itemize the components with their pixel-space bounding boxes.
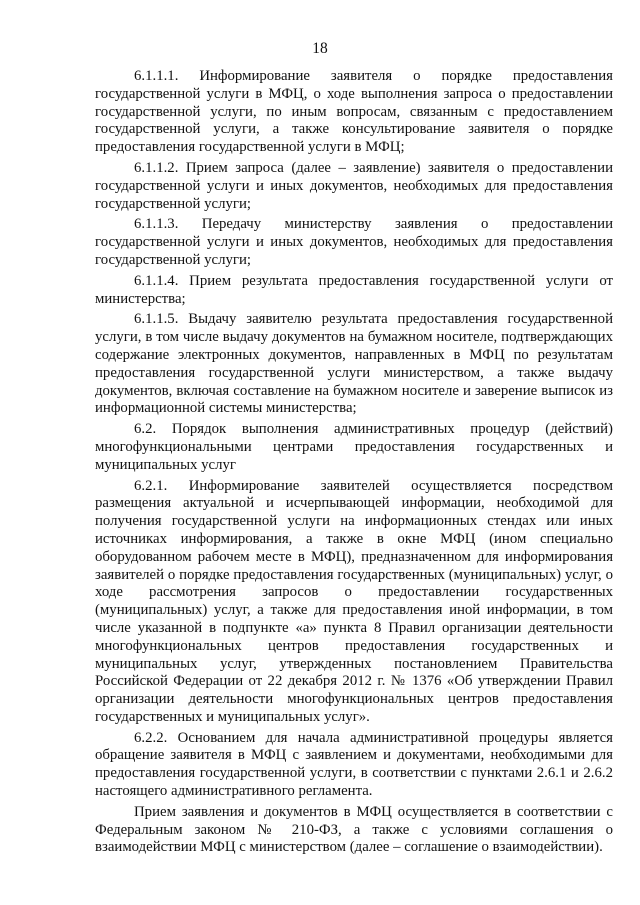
paragraph-6-1-1-2: 6.1.1.2. Прием запроса (далее – заявление) заявителя о предоставлении государственной услуги и иных документов, необходимых для предоставления государственной услуги; xyxy=(95,159,613,212)
paragraph-6-2-2: 6.2.2. Основанием для начала административной процедуры является обращение заявителя в МФЦ с заявлением и документами, необходимыми для предоставления государственной услуги, в соответствии с пунктами 2.6.1 и 2.6.2 настоящего административного регламента. xyxy=(95,729,613,800)
document-body xyxy=(95,68,613,860)
paragraph-6-1-1-3: 6.1.1.3. Передачу министерству заявления о предоставлении государственной услуги и иных документов, необходимых для предоставления государственной услуги; xyxy=(95,216,613,268)
paragraph-6-1-1-4: 6.1.1.4. Прием результата предоставления государственной услуги от министерства; xyxy=(95,272,613,307)
paragraph-6-2-1: 6.2.1. Информирование заявителей осуществляется посредством размещения актуальной и исчерпывающей информации, необходимой для получения государственной услуги на информационных стендах или иных источниках информирования, а также в окне МФЦ (ином специально оборудованном рабочем месте в МФЦ), предназначенном для информирования заявителей о порядке предоставления государственных (муниципальных) услуг, о ходе рассмотрения запросов о предоставлении государственных (муниципальных) услуг, а также для предоставления иной информации, в том числе указанной в подпункте «а» пункта 8 Правил организации деятельности многофункциональных центров предоставления государственных и муниципальных услуг, утвержденных постановлением Правительства Российской Федерации от 22 декабря 2012 г. № 1376 «Об утверждении Правил организации деятельности многофункциональных центров предоставления государственных и муниципальных услуг». xyxy=(95,477,613,725)
paragraph-6-1-1-1: 6.1.1.1. Информирование заявителя о порядке предоставления государственной услуги в МФЦ, о ходе выполнения запроса о предоставлении государственной услуги, по иным вопросам, связанным с предоставлением государственной услуги, а также консультирование заявителя о порядке предоставления государственной услуги в МФЦ; xyxy=(95,68,613,156)
section-heading-6-2: 6.2. Порядок выполнения административных процедур (действий) многофункциональными центрами предоставления государственных и муниципальных услуг xyxy=(95,421,613,473)
paragraph-6-1-1-5: 6.1.1.5. Выдачу заявителю результата предоставления государственной услуги, в том числе выдачу документов на бумажном носителе, подтверждающих содержание электронных документов, направленных в МФЦ по результатам предоставления государственной услуги министерством, а также выдачу документов, включая составление на бумажном носителе и заверение выписок из информационной системы министерства; xyxy=(95,311,613,417)
page-number: 18 xyxy=(312,40,328,57)
paragraph-acceptance: Прием заявления и документов в МФЦ осуществляется в соответствии с Федеральным законом № 210-ФЗ, а также с условиями соглашения о взаимодействии МФЦ с министерством (далее – соглашение о взаимодействии). xyxy=(95,803,613,856)
